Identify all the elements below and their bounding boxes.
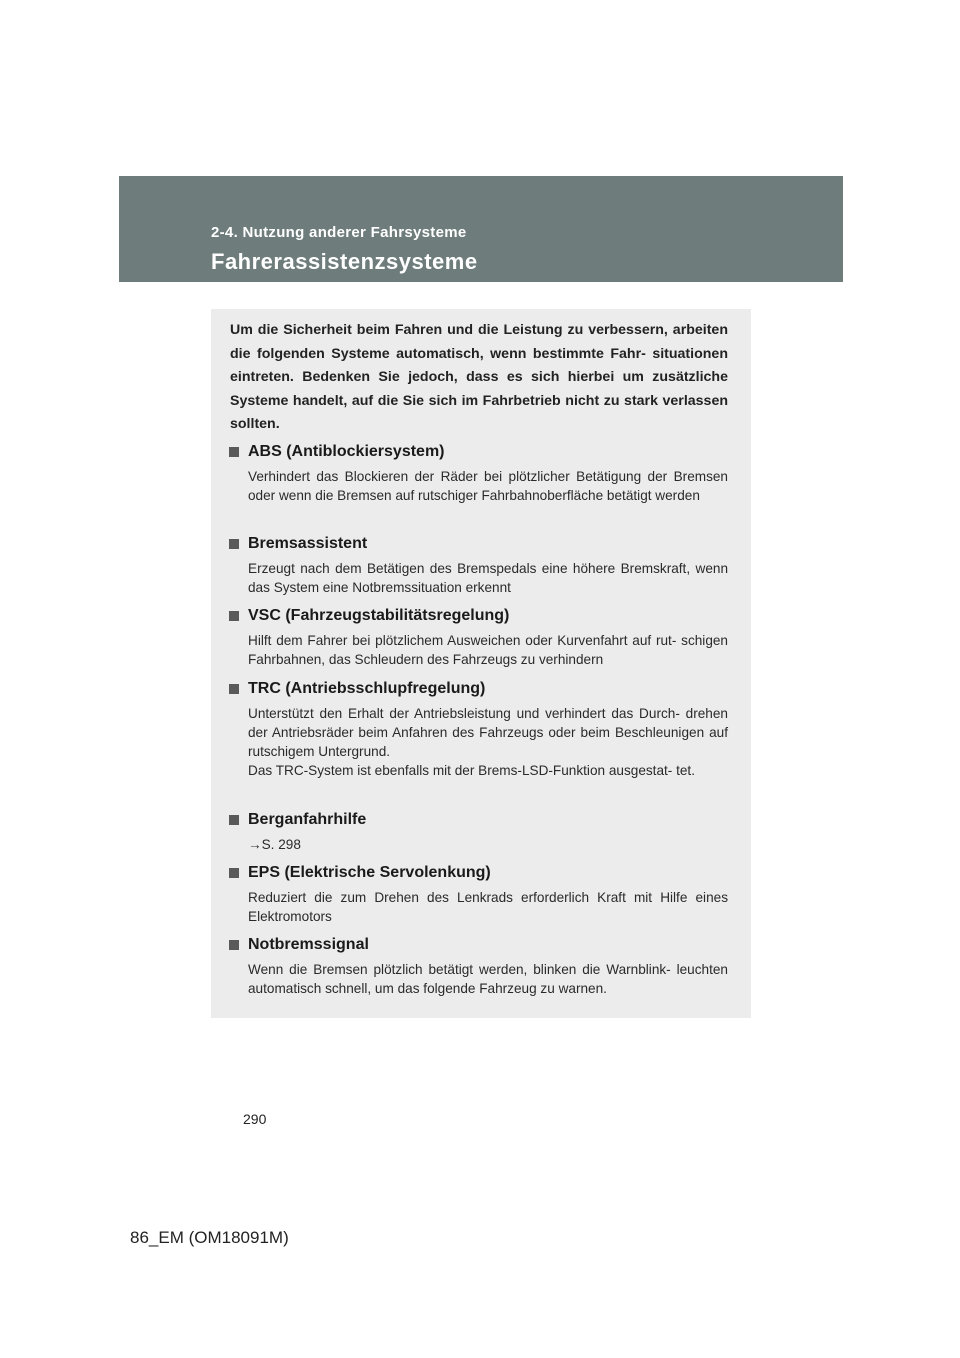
page-reference-link[interactable]: →S. 298 — [248, 837, 301, 852]
bullet-square-icon — [229, 611, 239, 621]
item-trc — [229, 678, 729, 780]
bullet-square-icon — [229, 868, 239, 878]
item-eps — [229, 862, 729, 926]
item-notbremssignal — [229, 934, 729, 998]
bullet-square-icon — [229, 539, 239, 549]
bullet-square-icon — [229, 940, 239, 950]
item-bremsassistent — [229, 533, 729, 597]
content-box — [211, 309, 751, 1018]
item-abs — [229, 441, 729, 505]
bullet-square-icon — [229, 447, 239, 457]
page-number: 290 — [243, 1111, 267, 1127]
item-title: Bremsassistent — [248, 535, 368, 552]
bullet-square-icon — [229, 815, 239, 825]
intro-paragraph: Um die Sicherheit beim Fahren und die Leistung zu verbessern, arbeiten die folgenden Systeme automatisch, wenn bestimmte Fahr- situationen eintreten. Bedenken Sie jedoch, dass es sich hierbei um zusätzliche Systeme handelt, auf die Sie sich im Fahrbetrieb nicht zu stark verlassen sollten. — [230, 322, 728, 432]
item-body: Wenn die Bremsen plötzlich betätigt werden, blinken die Warnblink- leuchten automatisch schnell, um das folgende Fahrzeug zu warnen. — [248, 962, 728, 996]
item-body: Erzeugt nach dem Betätigen des Bremspedals eine höhere Bremskraft, wenn das System eine Notbremssituation erkennt — [248, 561, 728, 595]
section-label: 2-4. Nutzung anderer Fahrsysteme — [211, 224, 467, 241]
item-body: Reduziert die zum Drehen des Lenkrads erforderlich Kraft mit Hilfe eines Elektromotors — [248, 890, 728, 924]
item-title: EPS (Elektrische Servolenkung) — [248, 864, 491, 881]
item-title: VSC (Fahrzeugstabilitätsregelung) — [248, 607, 510, 624]
item-vsc — [229, 605, 729, 669]
bullet-square-icon — [229, 684, 239, 694]
item-body-note: Das TRC-System ist ebenfalls mit der Brems-LSD-Funktion ausgestat- tet. — [248, 763, 695, 778]
footer-code: 86_EM (OM18091M) — [130, 1228, 289, 1247]
item-title: Berganfahrhilfe — [248, 811, 367, 828]
item-title: ABS (Antiblockiersystem) — [248, 443, 445, 460]
item-title: TRC (Antriebsschlupfregelung) — [248, 680, 486, 697]
chapter-header — [119, 176, 843, 282]
item-body: Hilft dem Fahrer bei plötzlichem Ausweichen oder Kurvenfahrt auf rut- schigen Fahrbahnen, das Schleudern des Fahrzeugs zu verhindern — [248, 633, 728, 667]
item-berganfahrhilfe — [229, 809, 729, 854]
item-body: Verhindert das Blockieren der Räder bei plötzlicher Betätigung der Bremsen oder wenn die Bremsen auf rutschiger Fahrbahnoberfläche betätigt werden — [248, 469, 728, 503]
page-title: Fahrerassistenzsysteme — [211, 249, 478, 274]
item-title: Notbremssignal — [248, 936, 369, 953]
item-body: Unterstützt den Erhalt der Antriebsleistung und verhindert das Durch- drehen der Antriebsräder beim Anfahren des Fahrzeugs oder beim Beschleunigen auf rutschigem Untergrund. — [248, 706, 728, 759]
